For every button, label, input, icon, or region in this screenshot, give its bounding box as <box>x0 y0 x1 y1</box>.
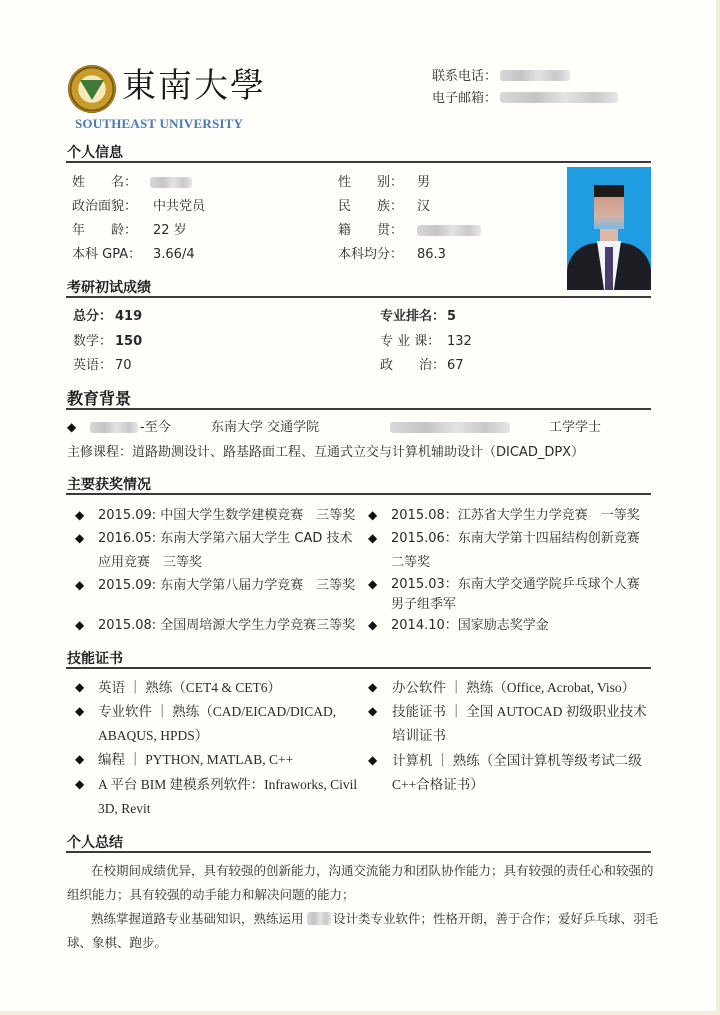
gender-value: 男 <box>417 175 431 190</box>
total-score-label: 总分： <box>73 309 113 324</box>
math-value: 150 <box>115 334 143 349</box>
skill-item-continued: ABAQUS, HPDS） <box>98 728 209 743</box>
bullet-diamond-icon: ◆ <box>75 777 85 791</box>
education-courses: 主修课程：道路勘测设计、路基路面工程、互通式立交与计算机辅助设计（DICAD_DPX） <box>67 445 585 460</box>
summary-paragraph-2: 熟练掌握道路专业基础知识，熟练运用 <box>91 911 304 926</box>
bullet-diamond-icon: ◆ <box>368 577 378 591</box>
avg-score-value: 86.3 <box>417 247 446 262</box>
skill-item: 编程 ｜ PYTHON, MATLAB, C++ <box>98 752 294 767</box>
skill-item: A 平台 BIM 建模系列软件：Infraworks, Civil <box>98 777 358 792</box>
section-title-education: 教育背景 <box>67 389 132 408</box>
political-status-value: 中共党员 <box>153 199 206 214</box>
summary-paragraph-2-continued: 球、象棋、跑步。 <box>67 935 168 950</box>
major-rank-label: 专业排名： <box>380 309 446 324</box>
total-score-value: 419 <box>115 309 143 324</box>
section-divider <box>66 851 651 853</box>
english-label: 英语： <box>73 358 113 373</box>
politics-label: 政 治： <box>380 358 446 373</box>
gpa-value: 3.66/4 <box>153 247 195 262</box>
award-item: 2014.10：国家励志奖学金 <box>391 618 549 633</box>
section-divider <box>66 667 651 669</box>
university-name-en: SOUTHEAST UNIVERSITY <box>75 116 244 131</box>
section-divider <box>66 161 651 163</box>
major-rank-value: 5 <box>447 309 457 324</box>
email-value-redacted <box>500 92 618 103</box>
bullet-diamond-icon: ◆ <box>75 618 85 632</box>
bullet-diamond-icon: ◆ <box>67 420 77 434</box>
skill-item: 技能证书 ｜ 全国 AUTOCAD 初级职业技术 <box>392 704 647 719</box>
bullet-diamond-icon: ◆ <box>368 618 378 632</box>
ethnicity-label: 民 族： <box>338 199 404 214</box>
skill-item-continued: 培训证书 <box>392 728 446 743</box>
section-title-awards: 主要获奖情况 <box>67 477 151 493</box>
email-label: 电子邮箱： <box>432 91 498 106</box>
seal-emblem-icon <box>80 80 104 100</box>
section-divider <box>66 493 651 495</box>
period-start-redacted <box>90 422 138 433</box>
gender-label: 性 别： <box>338 175 404 190</box>
education-degree: 工学学士 <box>549 420 602 435</box>
age-label: 年 龄： <box>72 223 138 238</box>
bullet-diamond-icon: ◆ <box>368 531 378 545</box>
name-value-redacted <box>150 177 192 188</box>
software-name-redacted <box>307 912 331 925</box>
education-school: 东南大学 交通学院 <box>211 420 320 435</box>
summary-paragraph-1-continued: 组织能力；具有较强的动手能力和解决问题的能力； <box>67 887 355 902</box>
avg-score-label: 本科均分： <box>338 247 404 262</box>
english-value: 70 <box>115 358 132 373</box>
hometown-value-redacted <box>417 225 481 236</box>
ethnicity-value: 汉 <box>417 199 431 214</box>
phone-label: 联系电话： <box>432 69 498 84</box>
gpa-label: 本科 GPA： <box>72 247 142 262</box>
award-item-continued: 男子组季军 <box>391 597 457 612</box>
age-value: 22 岁 <box>153 223 187 238</box>
skill-item: 专业软件 ｜ 熟练（CAD/EICAD/DICAD, <box>98 704 337 719</box>
education-period-suffix: -至今 <box>140 420 171 435</box>
politics-value: 67 <box>447 358 464 373</box>
section-title-summary: 个人总结 <box>67 835 123 851</box>
bullet-diamond-icon: ◆ <box>75 680 85 694</box>
award-item: 2015.03：东南大学交通学院乒乓球个人赛 <box>391 577 640 592</box>
award-item: 2015.08：江苏省大学生力学竞赛 一等奖 <box>391 508 640 523</box>
section-title-personal-info: 个人信息 <box>67 145 123 161</box>
bullet-diamond-icon: ◆ <box>368 704 378 718</box>
skill-item: 办公软件 ｜ 熟练（Office, Acrobat, Viso） <box>392 680 636 695</box>
bullet-diamond-icon: ◆ <box>75 508 85 522</box>
award-item-continued: 二等奖 <box>391 555 431 570</box>
bullet-diamond-icon: ◆ <box>368 508 378 522</box>
name-label: 姓 名： <box>72 175 138 190</box>
hometown-label: 籍 贯： <box>338 223 404 238</box>
skill-item: 英语 ｜ 熟练（CET4 & CET6） <box>98 680 281 695</box>
award-item: 2015.09: 中国大学生数学建模竞赛 三等奖 <box>98 508 356 523</box>
bullet-diamond-icon: ◆ <box>368 680 378 694</box>
section-divider <box>66 408 651 410</box>
award-item: 2015.08: 全国周培源大学生力学竞赛三等奖 <box>98 618 356 633</box>
skill-item-continued: C++合格证书） <box>392 777 484 792</box>
math-label: 数学： <box>73 334 113 349</box>
bullet-diamond-icon: ◆ <box>75 531 85 545</box>
bullet-diamond-icon: ◆ <box>75 704 85 718</box>
political-status-label: 政治面貌： <box>72 199 138 214</box>
award-item: 2015.06：东南大学第十四届结构创新竞赛 <box>391 531 640 546</box>
skill-item-continued: 3D, Revit <box>98 801 151 816</box>
bullet-diamond-icon: ◆ <box>75 578 85 592</box>
award-item-continued: 应用竞赛 三等奖 <box>98 555 203 570</box>
major-course-label: 专 业 课： <box>380 334 441 349</box>
award-item: 2015.09: 东南大学第八届力学竞赛 三等奖 <box>98 578 356 593</box>
phone-value-redacted <box>500 70 570 81</box>
bullet-diamond-icon: ◆ <box>75 752 85 766</box>
section-title-exam-scores: 考研初试成绩 <box>67 280 151 296</box>
skill-item: 计算机 ｜ 熟练（全国计算机等级考试二级 <box>392 753 642 768</box>
id-photo <box>567 167 651 290</box>
section-title-skills: 技能证书 <box>67 651 123 667</box>
section-divider <box>66 296 651 298</box>
award-item: 2016.05: 东南大学第六届大学生 CAD 技术 <box>98 531 353 546</box>
summary-paragraph-1: 在校期间成绩优异，具有较强的创新能力，沟通交流能力和团队协作能力；具有较强的责任心和较强的 <box>91 863 654 878</box>
major-redacted <box>390 422 510 433</box>
major-course-value: 132 <box>447 334 472 349</box>
summary-paragraph-2-b: 设计类专业软件；性格开朗，善于合作；爱好乒乓球、羽毛 <box>333 911 659 926</box>
university-name-cn: 東南大學 <box>122 66 266 106</box>
bullet-diamond-icon: ◆ <box>368 753 378 767</box>
